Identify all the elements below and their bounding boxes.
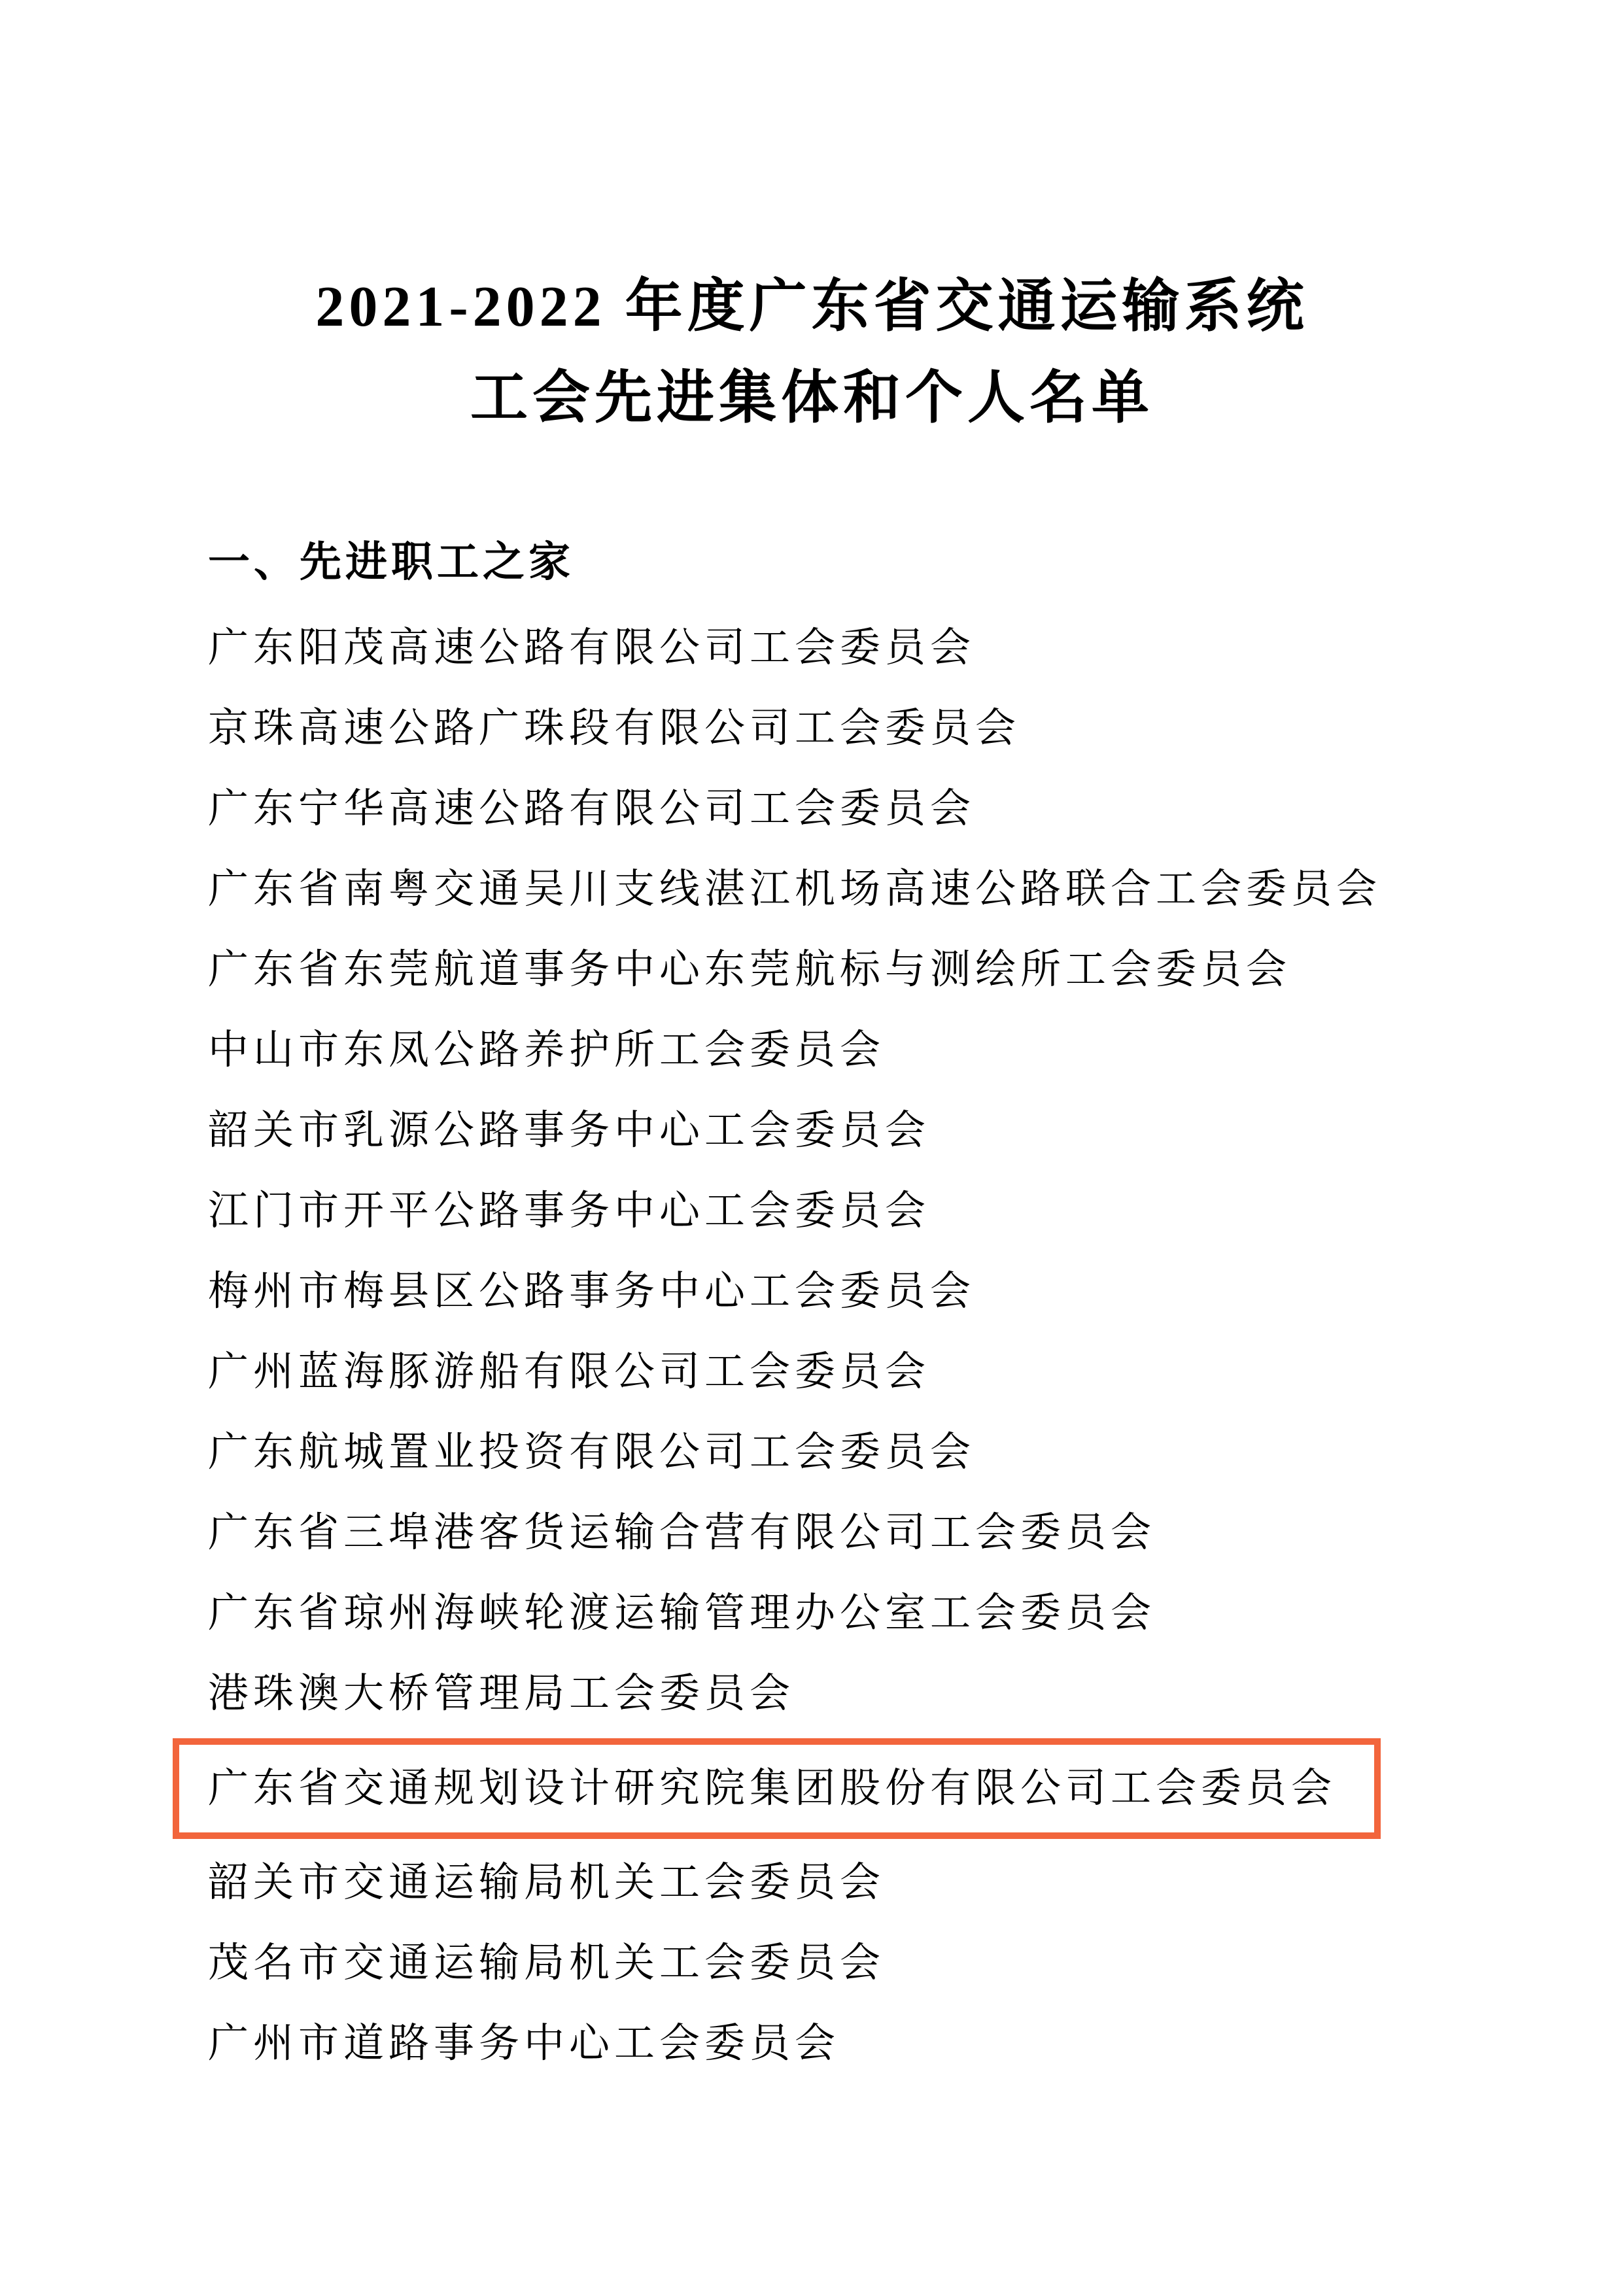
list-item-15-highlighted: 广东省交通规划设计研究院集团股份有限公司工会委员会 <box>208 1766 1337 1811</box>
list-item-13: 广东省琼州海峡轮渡运输管理办公室工会委员会 <box>208 1591 1156 1636</box>
document-title <box>0 0 1624 445</box>
list-item-16: 韶关市交通运输局机关工会委员会 <box>208 1861 886 1905</box>
list-item-3: 广东宁华高速公路有限公司工会委员会 <box>208 787 976 831</box>
document-title-line1: 2021-2022 年度广东省交通运输系统 <box>315 275 1309 339</box>
list-item-1: 广东阳茂高速公路有限公司工会委员会 <box>208 626 976 670</box>
list-item-9: 梅州市梅县区公路事务中心工会委员会 <box>208 1269 976 1314</box>
list-item-18: 广州市道路事务中心工会委员会 <box>208 2021 840 2066</box>
list-item-7: 韶关市乳源公路事务中心工会委员会 <box>208 1108 931 1153</box>
list-item-14: 港珠澳大桥管理局工会委员会 <box>208 1672 795 1716</box>
list-item-11: 广东航城置业投资有限公司工会委员会 <box>208 1430 976 1475</box>
list-item-2: 京珠高速公路广珠段有限公司工会委员会 <box>208 706 1021 751</box>
section-heading: 一、先进职工之家 <box>208 538 574 585</box>
award-list <box>208 608 1624 2084</box>
list-item-4: 广东省南粤交通吴川支线湛江机场高速公路联合工会委员会 <box>208 867 1382 912</box>
list-item-10: 广州蓝海豚游船有限公司工会委员会 <box>208 1350 931 1394</box>
list-item-17: 茂名市交通运输局机关工会委员会 <box>208 1941 886 1985</box>
document-title-line2: 工会先进集体和个人名单 <box>470 367 1154 430</box>
list-item-6: 中山市东凤公路养护所工会委员会 <box>208 1028 886 1073</box>
list-item-12: 广东省三埠港客货运输合营有限公司工会委员会 <box>208 1511 1156 1555</box>
list-item-5: 广东省东莞航道事务中心东莞航标与测绘所工会委员会 <box>208 948 1292 992</box>
highlight-box <box>173 1738 1381 1839</box>
list-item-8: 江门市开平公路事务中心工会委员会 <box>208 1189 931 1233</box>
